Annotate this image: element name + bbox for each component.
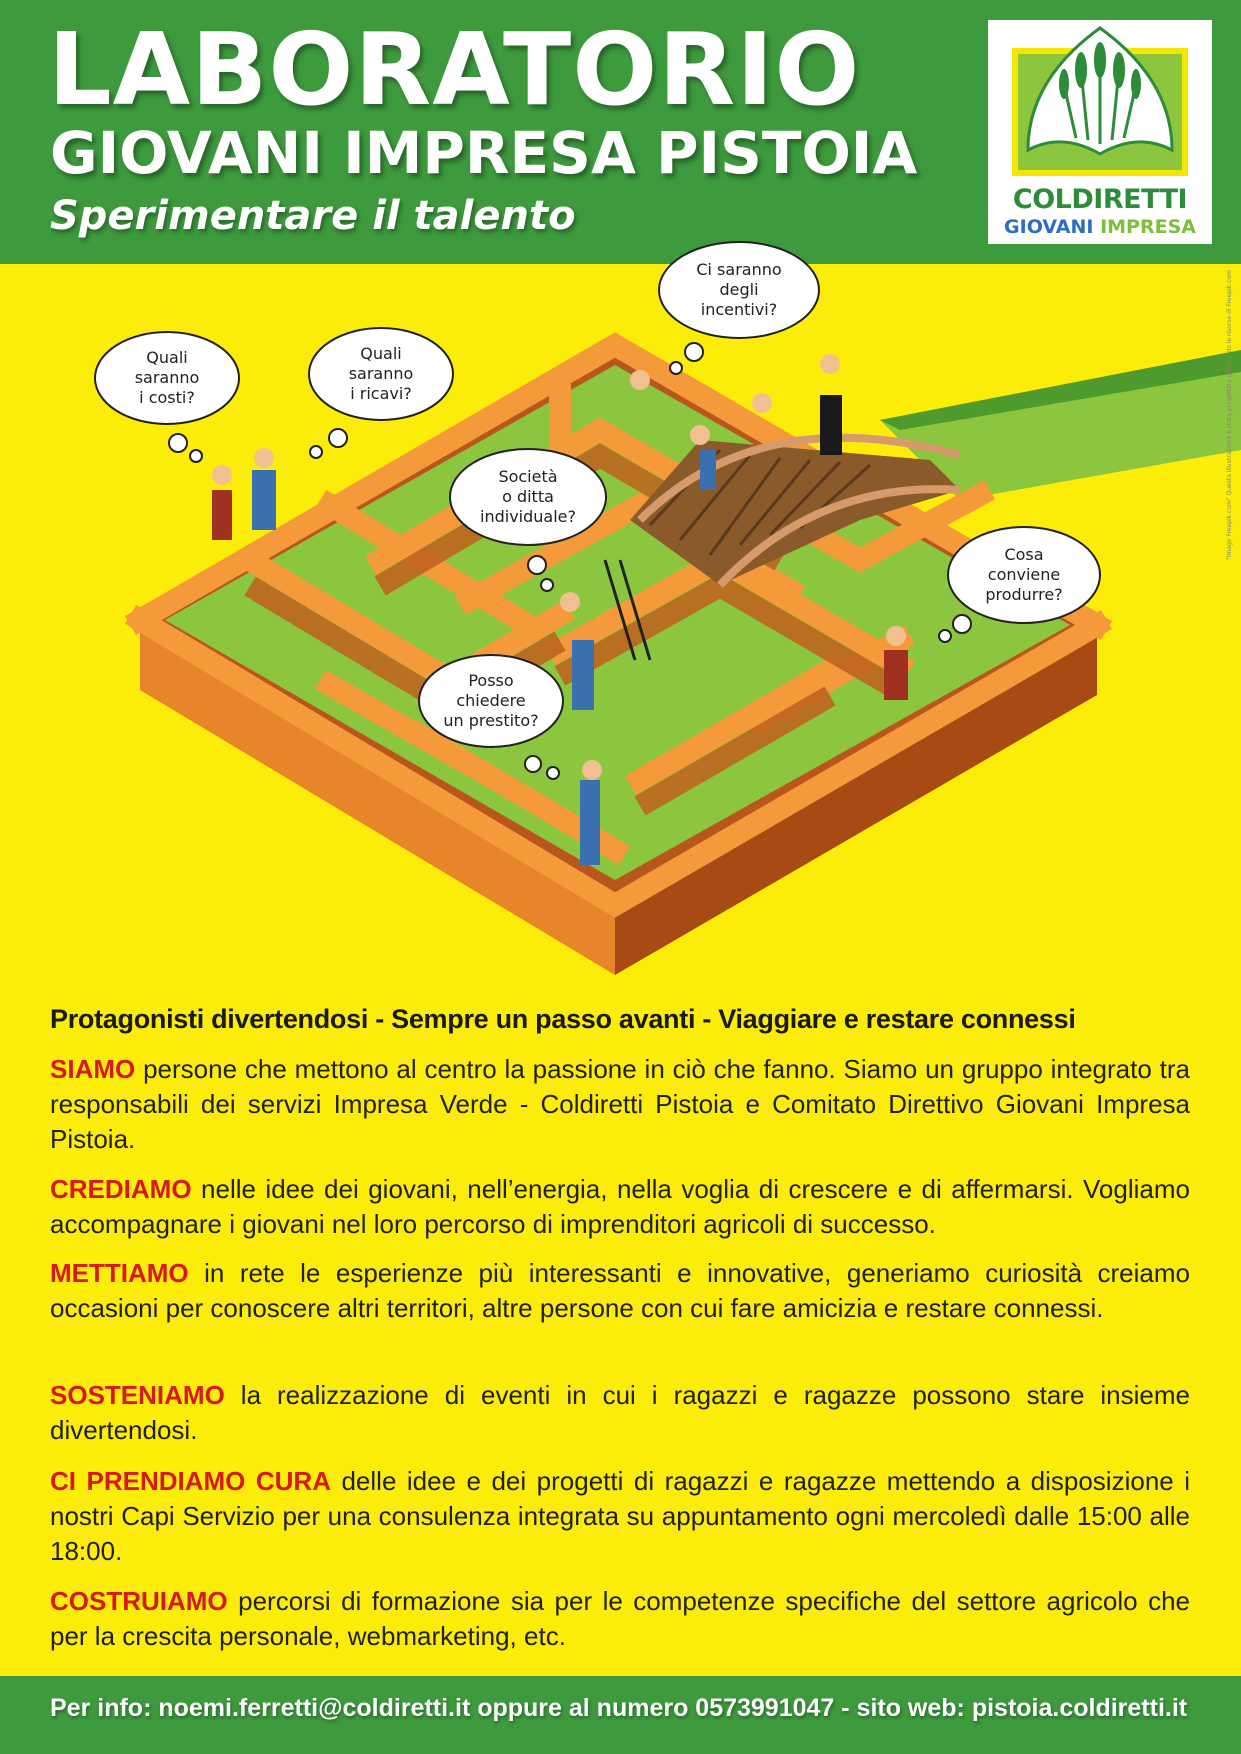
paragraph-mettiamo: METTIAMO in rete le esperienze più interessanti e innovative, generiamo curiosità creiamo occasioni per conoscere altri territori, altre persone con cui fare amicizia e restare connessi. [50,1258,1190,1323]
keyword: SIAMO [50,1054,136,1084]
bubble-incentives: Ci saranno degli incentivi? [696,260,782,319]
headline: Protagonisti divertendosi - Sempre un passo avanti - Viaggiare e restare connessi [50,1004,1076,1034]
paragraph-costruiamo: COSTRUIAMO percorsi di formazione sia per le competenze specifiche del settore agricolo che per la crescita personale, webmarketing, etc. [50,1586,1190,1651]
bubble-loan: Posso chiedere un prestito? [443,671,539,730]
paragraph-siamo: SIAMO persone che mettono al centro la passione in ciò che fanno. Siamo un gruppo integrato tra responsabili dei servizi Impresa Verde - Coldiretti Pistoia e Comitato Direttivo Giovani Impresa Pistoia. [50,1054,1190,1154]
page-title: LABORATORIO [48,11,861,128]
keyword: CREDIAMO [50,1174,192,1204]
bubble-costs: Quali saranno i costi? [134,348,200,407]
keyword: COSTRUIAMO [50,1586,228,1616]
contact-label: Per info: [50,1694,152,1722]
paragraph-sosteniamo: SOSTENIAMO la realizzazione di eventi in cui i ragazzi e ragazze possono stare insieme divertendosi. [50,1380,1190,1445]
paragraph-crediamo: CREDIAMO nelle idee dei giovani, nell’energia, nella voglia di crescere e di affermarsi. Vogliamo accompagnare i giovani nel loro percorso di imprenditori agricoli di successo. [50,1174,1190,1239]
logo-subtitle: GIOVANI IMPRESA [1004,216,1196,238]
bubble-revenue: Quali saranno i ricavi? [348,344,414,403]
keyword: CI PRENDIAMO CURA [50,1466,331,1496]
coldiretti-logo [988,20,1212,244]
paragraph-ci-prendiamo-cura: CI PRENDIAMO CURA delle idee e dei progetti di ragazzi e ragazze mettendo a disposizione i nostri Capi Servizio per una consulenza integrata su appuntamento ogni mercoledì dalle 15:00 alle 18:00. [50,1466,1190,1566]
keyword: METTIAMO [50,1258,189,1288]
image-credit: "Image Freepik.com" Questa illustrazione è stata progettata utilizzando le risorse di Freepik.com [1226,270,1233,560]
logo-name: COLDIRETTI [1012,184,1188,215]
page-subtitle: GIOVANI IMPRESA PISTOIA [50,119,918,187]
bubble-produce: Cosa conviene produrre? [985,545,1063,604]
bubble-company-type: Società o ditta individuale? [480,467,576,526]
contact-details: noemi.ferretti@coldiretti.it oppure al numero 0573991047 - sito web: pistoia.coldiretti.it [151,1694,1188,1722]
contact-info [50,1694,1200,1723]
page-tagline: Sperimentare il talento [50,193,576,239]
keyword: SOSTENIAMO [50,1380,225,1410]
